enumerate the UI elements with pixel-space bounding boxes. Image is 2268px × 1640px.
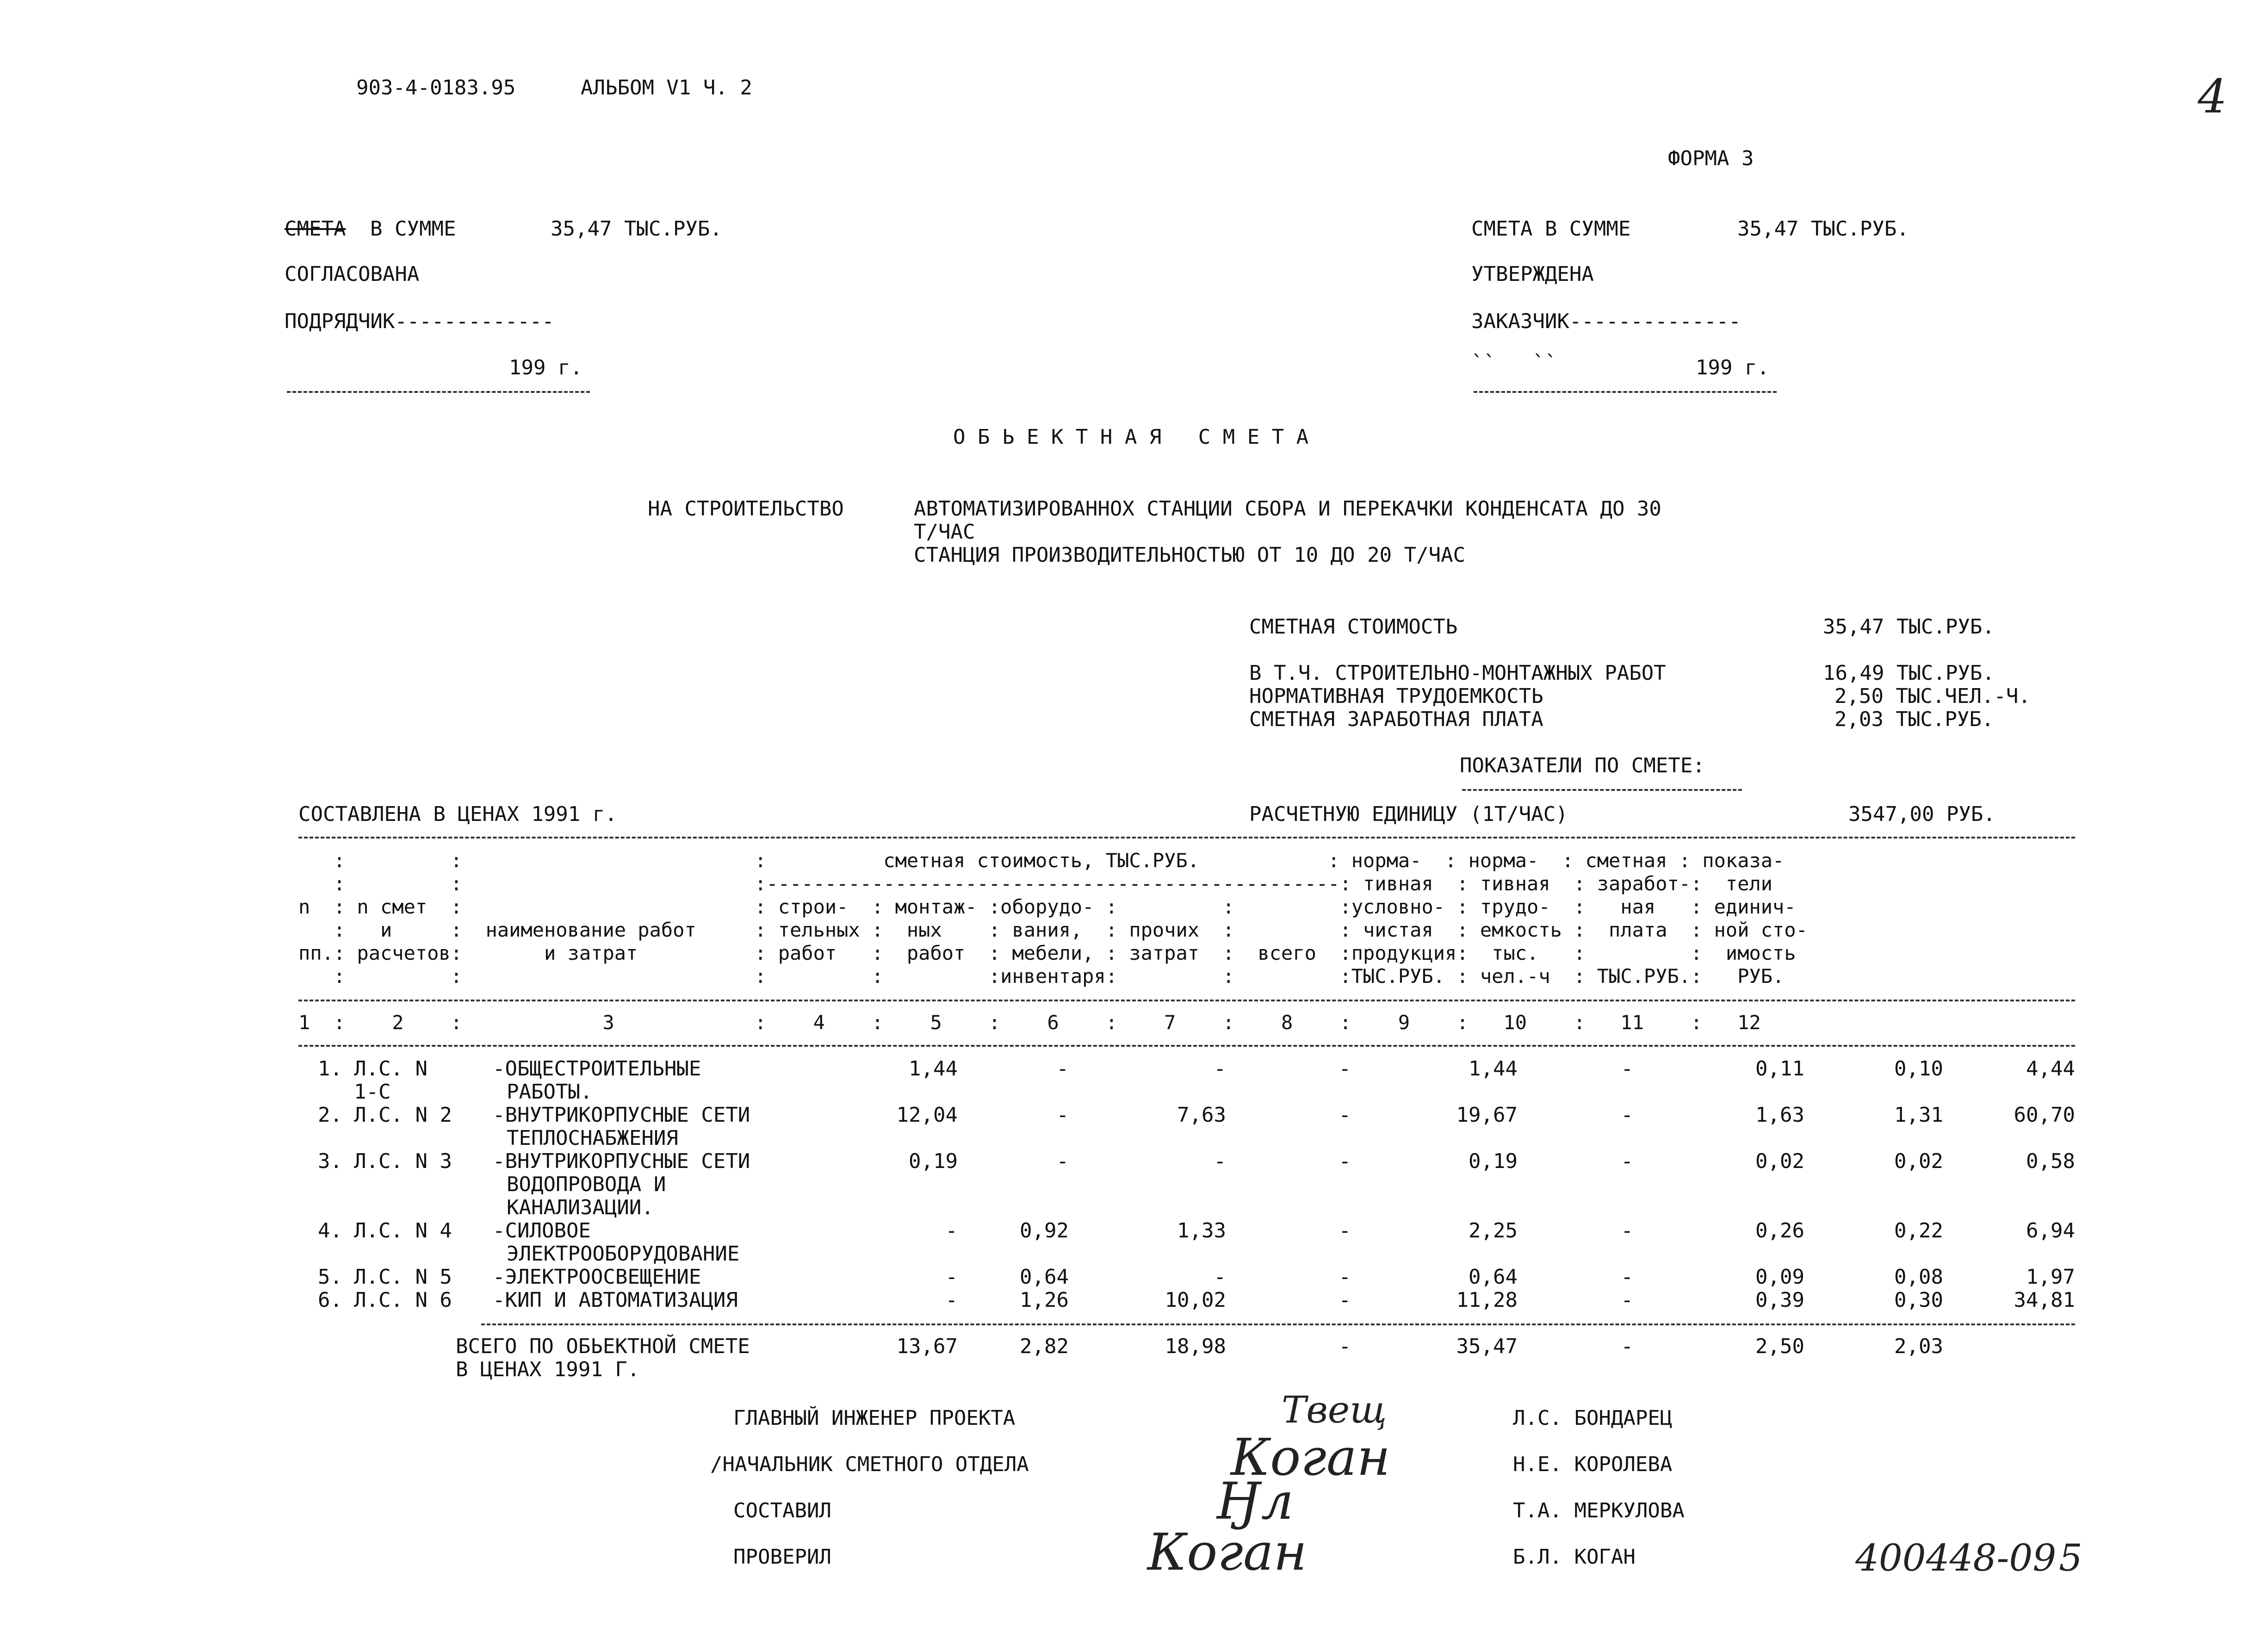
header-line: пп.: расчетов: и затрат : работ : работ : мебели, : затрат : всего :продукция: тыс. : : имость [298,942,1796,964]
right-sum-label: СМЕТА В СУММЕ [1471,217,1631,241]
cell-c4: 12,04 [896,1103,958,1127]
total-c9: - [1621,1335,1633,1358]
cell-c10: 0,39 [1755,1288,1804,1312]
cell-c11: 0,10 [1894,1057,1943,1081]
row-calc: Л.С. N 3 [354,1149,452,1173]
document-code: 903-4-0183.95 [356,76,516,99]
row-calc: Л.С. N 2 [354,1103,452,1127]
page-mark: 4 [2198,69,2227,124]
cell-c5: 1,26 [1020,1288,1069,1312]
row-number: 5. [318,1265,342,1289]
contractor-label: ПОДРЯДЧИК------------- [285,310,554,333]
right-sum-value: 35,47 ТЫС.РУБ. [1737,217,1909,241]
cell-c7: - [1338,1288,1351,1312]
cell-c9: - [1621,1149,1633,1173]
indicators-label: ПОКАЗАТЕЛИ ПО СМЕТЕ: [1460,754,1705,777]
row-calc: Л.С. N [354,1057,428,1081]
cell-c7: - [1338,1103,1351,1127]
row-name3: КАНАЛИЗАЦИИ. [507,1196,654,1219]
cell-c9: - [1621,1057,1633,1081]
cell-c10: 0,09 [1755,1265,1804,1289]
cell-c4: 1,44 [909,1057,958,1081]
row-name: -КИП И АВТОМАТИЗАЦИЯ [493,1288,738,1312]
signature-name: Б.Л. КОГАН [1513,1545,1636,1569]
total-c6: 18,98 [1165,1335,1226,1358]
cell-c6: - [1214,1057,1226,1081]
header-line: : и : наименование работ : тельных : ных : вания, : прочих : : чистая : емкость : плата : ной сто- [298,919,1808,941]
unit-label: РАСЧЕТНУЮ ЕДИНИЦУ (1Т/ЧАС) [1249,802,1568,826]
construction-label: НА СТРОИТЕЛЬСТВО [648,497,844,521]
cell-c5: 0,64 [1020,1265,1069,1289]
cell-c11: 1,31 [1894,1103,1943,1127]
cell-c9: - [1621,1103,1633,1127]
cell-c8: 0,19 [1469,1149,1518,1173]
approved-label: УТВЕРЖДЕНА [1471,262,1594,286]
cell-c12: 34,81 [2014,1288,2075,1312]
row-name2: РАБОТЫ. [507,1080,593,1104]
form-label: ФОРМА 3 [1668,147,1754,170]
cost-value: 35,47 ТЫС.РУБ. [1823,615,1995,639]
cell-c4: - [945,1288,958,1312]
row-number: 1. [318,1057,342,1081]
cell-c4: - [945,1219,958,1242]
cell-c12: 1,97 [2026,1265,2075,1289]
column-numbers-rule [298,1045,2075,1047]
table-top-rule [298,837,2075,839]
cell-c7: - [1338,1057,1351,1081]
signature-role: ПРОВЕРИЛ [733,1545,831,1569]
smr-label: В Т.Ч. СТРОИТЕЛЬНО-МОНТАЖНЫХ РАБОТ [1249,661,1666,685]
customer-label: ЗАКАЗЧИК-------------- [1471,310,1741,333]
handwritten-signature: Ӈл [1217,1472,1294,1531]
cell-c11: 0,02 [1894,1149,1943,1173]
cell-c7: - [1338,1265,1351,1289]
row-number: 3. [318,1149,342,1173]
total-c10: 2,50 [1755,1335,1804,1358]
header-line: : : : : :инвентаря: : :ТЫС.РУБ. : чел.-ч : ТЫС.РУБ.: РУБ. [298,965,1785,988]
cell-c9: - [1621,1219,1633,1242]
cell-c12: 4,44 [2026,1057,2075,1081]
signature-role: СОСТАВИЛ [733,1499,831,1522]
total-c5: 2,82 [1020,1335,1069,1358]
total-label: ВСЕГО ПО ОБЬЕКТНОЙ СМЕТЕ [456,1335,750,1358]
cell-c8: 19,67 [1456,1103,1518,1127]
cell-c12: 6,94 [2026,1219,2075,1242]
cell-c5: 0,92 [1020,1219,1069,1242]
cell-c6: - [1214,1265,1226,1289]
salary-label: СМЕТНАЯ ЗАРАБОТНАЯ ПЛАТА [1249,708,1543,731]
cell-c8: 1,44 [1469,1057,1518,1081]
left-signature-line [287,391,590,393]
row-calc: Л.С. N 5 [354,1265,452,1289]
construction-line2: Т/ЧАС [914,520,975,544]
left-sum-label2: В СУММЕ [370,217,456,241]
cell-c4: 0,19 [909,1149,958,1173]
cell-c12: 0,58 [2026,1149,2075,1173]
album-label: АЛЬБОМ V1 Ч. 2 [581,76,752,99]
cell-c5: - [1056,1149,1069,1173]
row-name: -ОБЩЕСТРОИТЕЛЬНЫЕ [493,1057,701,1081]
row-name2: ВОДОПРОВОДА И [507,1173,666,1196]
cell-c9: - [1621,1288,1633,1312]
document-title: О Б Ь Е К Т Н А Я С М Е Т А [953,425,1309,449]
row-calc2: 1-С [354,1080,391,1104]
total-c8: 35,47 [1456,1335,1518,1358]
header-line: : : :-------------------------------------------------: тивная : тивная : заработ-: тели [298,872,1773,895]
row-calc: Л.С. N 6 [354,1288,452,1312]
unit-value: 3547,00 РУБ. [1848,802,1995,826]
cell-c11: 0,30 [1894,1288,1943,1312]
total-c11: 2,03 [1894,1335,1943,1358]
row-number: 2. [318,1103,342,1127]
handwritten-signature: Коган [1147,1522,1307,1582]
cell-c7: - [1338,1149,1351,1173]
right-quotes: `` `` [1471,351,1557,375]
total-rule [481,1323,2075,1325]
right-signature-line [1474,391,1777,393]
salary-value: 2,03 ТЫС.РУБ. [1834,708,1994,731]
cell-c10: 1,63 [1755,1103,1804,1127]
row-name: -ВНУТРИКОРПУСНЫЕ СЕТИ [493,1103,750,1127]
signature-role: ГЛАВНЫЙ ИНЖЕНЕР ПРОЕКТА [733,1406,1016,1430]
total-label2: В ЦЕНАХ 1991 Г. [456,1358,640,1381]
signature-name: Н.Е. КОРОЛЕВА [1513,1453,1673,1476]
cell-c6: - [1214,1149,1226,1173]
archive-stamp: 400448-09 [1855,1536,2057,1579]
left-sum-label: СМЕТА [285,217,346,241]
cell-c5: - [1056,1057,1069,1081]
header-line: : : : сметная стоимость, ТЫС.РУБ. : норма- : норма- : сметная : показа- [298,849,1785,872]
cell-c12: 60,70 [2014,1103,2075,1127]
row-calc: Л.С. N 4 [354,1219,452,1242]
labor-value: 2,50 ТЫС.ЧЕЛ.-Ч. [1834,684,2031,708]
cell-c8: 2,25 [1469,1219,1518,1242]
column-numbers: 1 : 2 : 3 : 4 : 5 : 6 : 7 : 8 : 9 : 10 : 11 : 12 [298,1011,1761,1034]
construction-line1: АВТОМАТИЗИРОВАННОХ СТАНЦИИ СБОРА И ПЕРЕКАЧКИ КОНДЕНСАТА ДО 30 [914,497,1661,521]
cell-c6: 7,63 [1177,1103,1226,1127]
row-name2: ТЕПЛОСНАБЖЕНИЯ [507,1126,678,1150]
cell-c4: - [945,1265,958,1289]
cell-c7: - [1338,1219,1351,1242]
cell-c6: 1,33 [1177,1219,1226,1242]
cell-c10: 0,02 [1755,1149,1804,1173]
row-number: 4. [318,1219,342,1242]
header-line: n : n смет : : строи- : монтаж- :оборудо- : : :условно- : трудо- : ная : единич- [298,895,1796,918]
labor-label: НОРМАТИВНАЯ ТРУДОЕМКОСТЬ [1249,684,1543,708]
cell-c6: 10,02 [1165,1288,1226,1312]
cell-c5: - [1056,1103,1069,1127]
row-name: -ЭЛЕКТРООСВЕЩЕНИЕ [493,1265,701,1289]
signature-name: Т.А. МЕРКУЛОВА [1513,1499,1685,1522]
construction-line3: СТАНЦИЯ ПРОИЗВОДИТЕЛЬНОСТЬЮ ОТ 10 ДО 20 Т/ЧАС [914,543,1466,567]
left-year: 199 г. [509,356,582,379]
total-c7: - [1338,1335,1351,1358]
signature-name: Л.С. БОНДАРЕЦ [1513,1406,1673,1430]
cell-c11: 0,08 [1894,1265,1943,1289]
smr-value: 16,49 ТЫС.РУБ. [1823,661,1995,685]
signature-role: /НАЧАЛЬНИК СМЕТНОГО ОТДЕЛА [710,1453,1029,1476]
left-sum-value: 35,47 ТЫС.РУБ. [551,217,722,241]
header-rule [298,1000,2075,1001]
cost-label: СМЕТНАЯ СТОИМОСТЬ [1249,615,1458,639]
cell-c10: 0,11 [1755,1057,1804,1081]
cell-c8: 0,64 [1469,1265,1518,1289]
handwritten-signature: Коган [1231,1428,1390,1487]
handwritten-signature: Твещ [1282,1388,1387,1431]
total-c4: 13,67 [896,1335,958,1358]
row-number: 6. [318,1288,342,1312]
cell-c9: - [1621,1265,1633,1289]
cell-c11: 0,22 [1894,1219,1943,1242]
cell-c8: 11,28 [1456,1288,1518,1312]
prices-label: СОСТАВЛЕНА В ЦЕНАХ 1991 г. [298,802,617,826]
archive-page: 5 [2059,1536,2082,1579]
indicators-underline [1462,789,1742,791]
row-name: -ВНУТРИКОРПУСНЫЕ СЕТИ [493,1149,750,1173]
row-name2: ЭЛЕКТРООБОРУДОВАНИЕ [507,1242,740,1266]
right-year: 199 г. [1696,356,1769,379]
cell-c10: 0,26 [1755,1219,1804,1242]
row-name: -СИЛОВОЕ [493,1219,591,1242]
agreed-label: СОГЛАСОВАНА [285,262,420,286]
